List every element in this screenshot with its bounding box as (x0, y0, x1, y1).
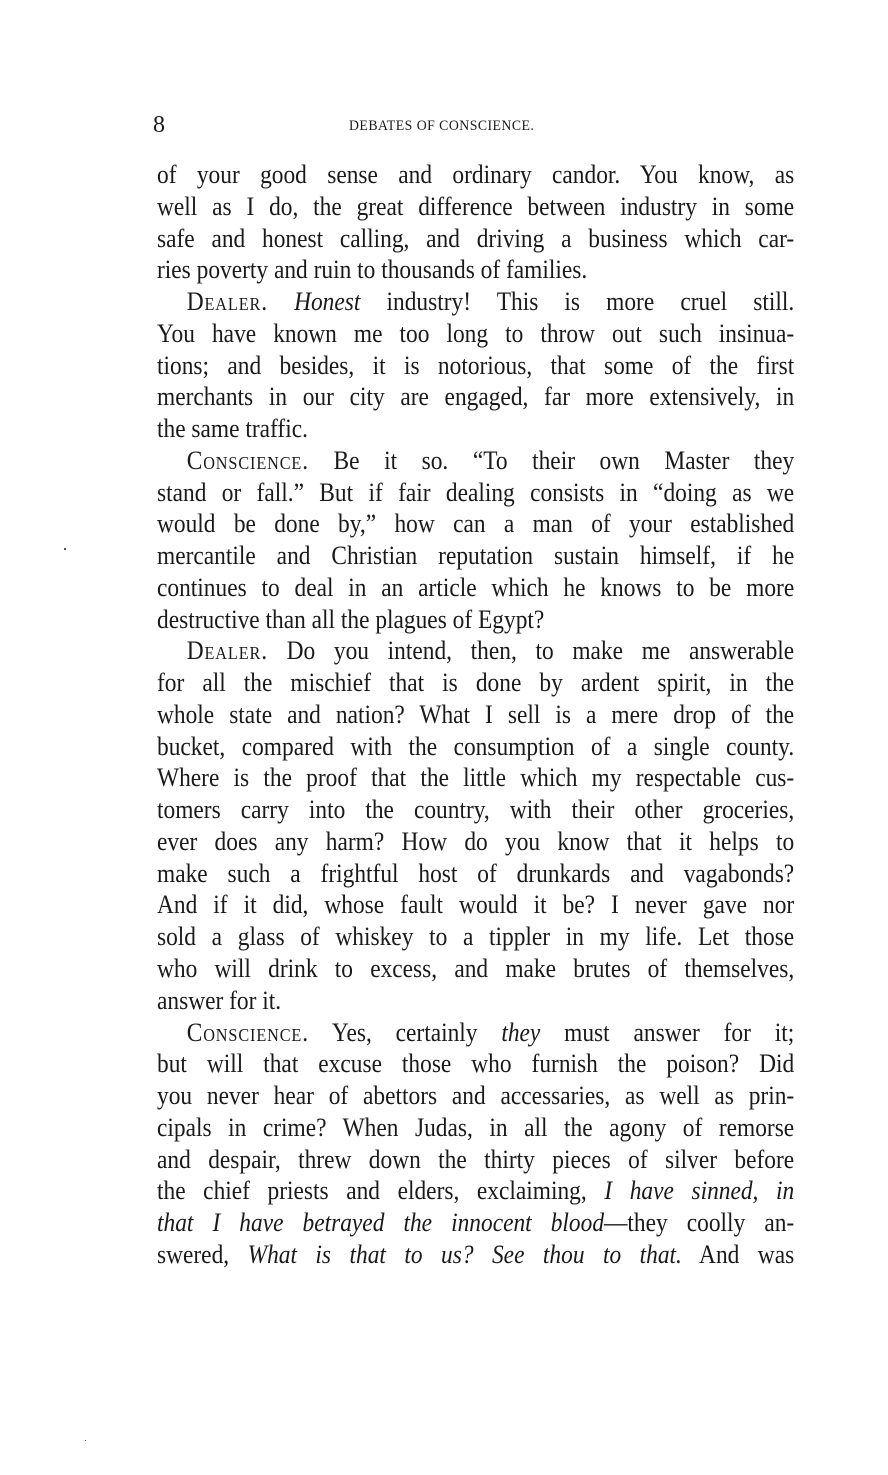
text-run: the chief priests and elders, exclaiming, (157, 1176, 605, 1206)
text-line (157, 986, 794, 1016)
text-run: you never hear of abettors and accessaries, as well as prin- (157, 1081, 795, 1111)
text-line (157, 890, 794, 920)
text-run: destructive than all the plagues of Egypt? (157, 604, 545, 634)
text-run: tions; and besides, it is notorious, that some of the first (157, 350, 795, 380)
paragraph-start-line (157, 287, 794, 317)
text-line (157, 382, 794, 412)
text-line (157, 1240, 794, 1270)
text-line (157, 478, 794, 508)
text-line (157, 859, 794, 889)
italic-text: Honest (294, 287, 361, 317)
scan-speck (64, 548, 66, 550)
text-run: cipals in crime? When Judas, in all the agony of remorse (157, 1112, 795, 1142)
speaker-name: Conscience. (186, 445, 309, 475)
text-line (157, 509, 794, 539)
text-run: —they coolly an- (604, 1208, 795, 1238)
text-line (157, 827, 794, 857)
speaker-name: Dealer. (186, 636, 268, 666)
text-run: bucket, compared with the consumption of a single county. (157, 731, 795, 761)
text-line (157, 351, 794, 381)
text-line (157, 224, 794, 254)
text-run: of your good sense and ordinary candor. You know, as (157, 160, 795, 189)
italic-text: What is that to us? (247, 1239, 474, 1269)
text-line (157, 922, 794, 952)
text-run: merchants in our city are engaged, far more extensively, in (157, 382, 795, 412)
paragraph-start-line (157, 636, 794, 666)
text-line (157, 1208, 794, 1238)
text-run: ries poverty and ruin to thousands of families. (157, 255, 588, 285)
text-line (157, 605, 794, 635)
text-run: but will that excuse those who furnish the poison? Did (157, 1049, 795, 1079)
italic-text: that I have betrayed the innocent blood (157, 1208, 605, 1238)
text-run: whole state and nation? What I sell is a mere drop of the (157, 699, 795, 729)
text-run: industry! This is more cruel still. (360, 287, 795, 317)
italic-text: See thou to that. (491, 1239, 682, 1269)
text-run: Do you intend, then, to make me answerable (267, 636, 795, 666)
text-run (268, 287, 294, 316)
text-line (157, 668, 794, 698)
text-run: Be it so. “To their own Master they (308, 445, 795, 475)
text-line (157, 795, 794, 825)
text-line (157, 1113, 794, 1143)
paragraph-start-line (157, 1018, 794, 1048)
text-run: And if it did, whose fault would it be? I never gave nor (157, 890, 795, 920)
text-run: make such a frightful host of drunkards and vagabonds? (157, 858, 795, 888)
text-run: who will drink to excess, and make brutes of themselves, (157, 954, 795, 983)
text-run: Where is the proof that the little which my respectable cus- (157, 763, 795, 793)
text-run: for all the mischief that is done by ardent spirit, in the (157, 668, 795, 698)
scan-speck (85, 1440, 86, 1441)
paragraph-start-line (157, 446, 794, 476)
text-run: must answer for it; (540, 1017, 795, 1047)
text-run: answer for it. (157, 985, 282, 1015)
text-line (157, 1145, 794, 1175)
text-run: would be done by,” how can a man of your established (157, 509, 795, 539)
text-run: Yes, certainly (308, 1017, 502, 1047)
text-run: ever does any harm? How do you know that it helps to (157, 826, 795, 856)
text-line (157, 1081, 794, 1111)
text-run: continues to deal in an article which he knows to be more (157, 572, 795, 602)
text-line (157, 160, 794, 190)
text-run: swered, (157, 1239, 248, 1269)
text-run: mercantile and Christian reputation sustain himself, if he (157, 541, 795, 571)
text-run: well as I do, the great difference between industry in some (157, 191, 795, 221)
text-line (157, 1049, 794, 1079)
text-run: and despair, threw down the thirty pieces of silver before (157, 1144, 795, 1174)
text-line (157, 1176, 794, 1206)
running-title: DEBATES OF CONSCIENCE. (349, 118, 535, 134)
text-line (157, 732, 794, 762)
text-run: the same traffic. (157, 414, 308, 444)
text-line (157, 700, 794, 730)
text-line (157, 192, 794, 222)
text-run: safe and honest calling, and driving a business which car- (157, 223, 795, 253)
text-line (157, 954, 794, 984)
text-line (157, 763, 794, 793)
text-line (157, 541, 794, 571)
speaker-name: Conscience. (186, 1017, 309, 1047)
text-run: sold a glass of whiskey to a tippler in my life. Let those (157, 922, 795, 952)
speaker-name: Dealer. (186, 287, 268, 317)
text-line (157, 414, 794, 444)
text-run (474, 1240, 492, 1269)
text-run: tomers carry into the country, with their other groceries, (157, 795, 795, 825)
text-run: stand or fall.” But if fair dealing consists in “doing as we (157, 477, 795, 507)
italic-text: they (501, 1017, 541, 1047)
text-run: You have known me too long to throw out such insinua- (157, 318, 795, 348)
page-number: 8 (153, 112, 165, 138)
text-line (157, 255, 794, 285)
text-line (157, 573, 794, 603)
text-line (157, 319, 794, 349)
italic-text: I have sinned, in (604, 1176, 795, 1206)
text-run: And was (681, 1239, 795, 1269)
